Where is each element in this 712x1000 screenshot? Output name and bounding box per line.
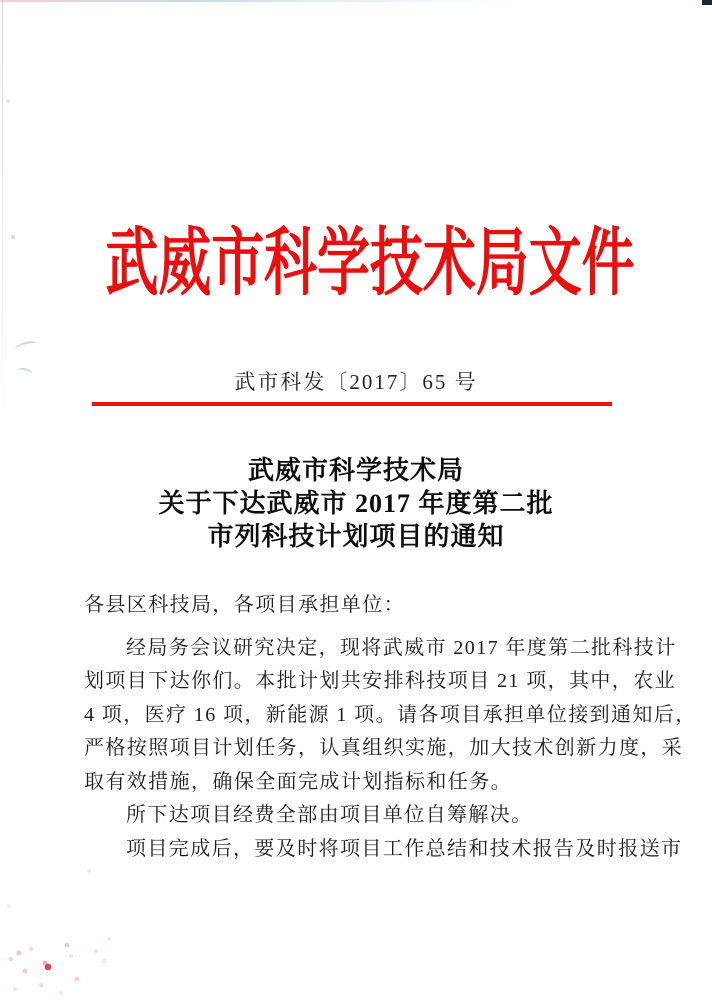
doc-number: 武市科发〔2017〕65 号 [234, 370, 478, 394]
paragraph-line: 严格按照项目计划任务，认真组织实施，加大技术创新力度，采 [84, 737, 684, 759]
agency-banner [0, 224, 712, 324]
scan-pencil-mark [14, 340, 37, 353]
paragraph-line: 划项目下达你们。本批计划共安排科技项目 21 项，其中，农业 [84, 670, 676, 692]
agency-banner-text: 武威市科学技术局文件 [105, 223, 635, 305]
paragraph-line: 经局务会议研究决定，现将武威市 2017 年度第二批科技计 [126, 636, 677, 659]
paragraph-line: 所下达项目经费全部由项目单位自筹解决。 [126, 804, 533, 826]
paragraph-line: 项目完成后，要及时将项目工作总结和技术报告及时报送市 [126, 837, 683, 860]
notice-title-line: 关于下达武威市 2017 年度第二批 [158, 489, 554, 518]
notice-title [0, 454, 712, 553]
paragraph-line: 4 项，医疗 16 项，新能源 1 项。请各项目承担单位接到通知后， [84, 703, 697, 726]
paragraph-line: 取有效措施，确保全面完成计划指标和任务。 [84, 770, 512, 793]
salutation: 各县区科技局，各项目承担单位： [84, 594, 405, 616]
scan-noise-speckles [0, 0, 2, 2]
red-separator-line [92, 402, 612, 406]
body-text [84, 589, 697, 866]
notice-title-line: 武威市科学技术局 [247, 456, 464, 485]
notice-title-line: 市列科技计划项目的通知 [207, 522, 505, 551]
scan-corner-mark [702, 0, 712, 5]
scan-edge-line-top [0, 0, 520, 2]
